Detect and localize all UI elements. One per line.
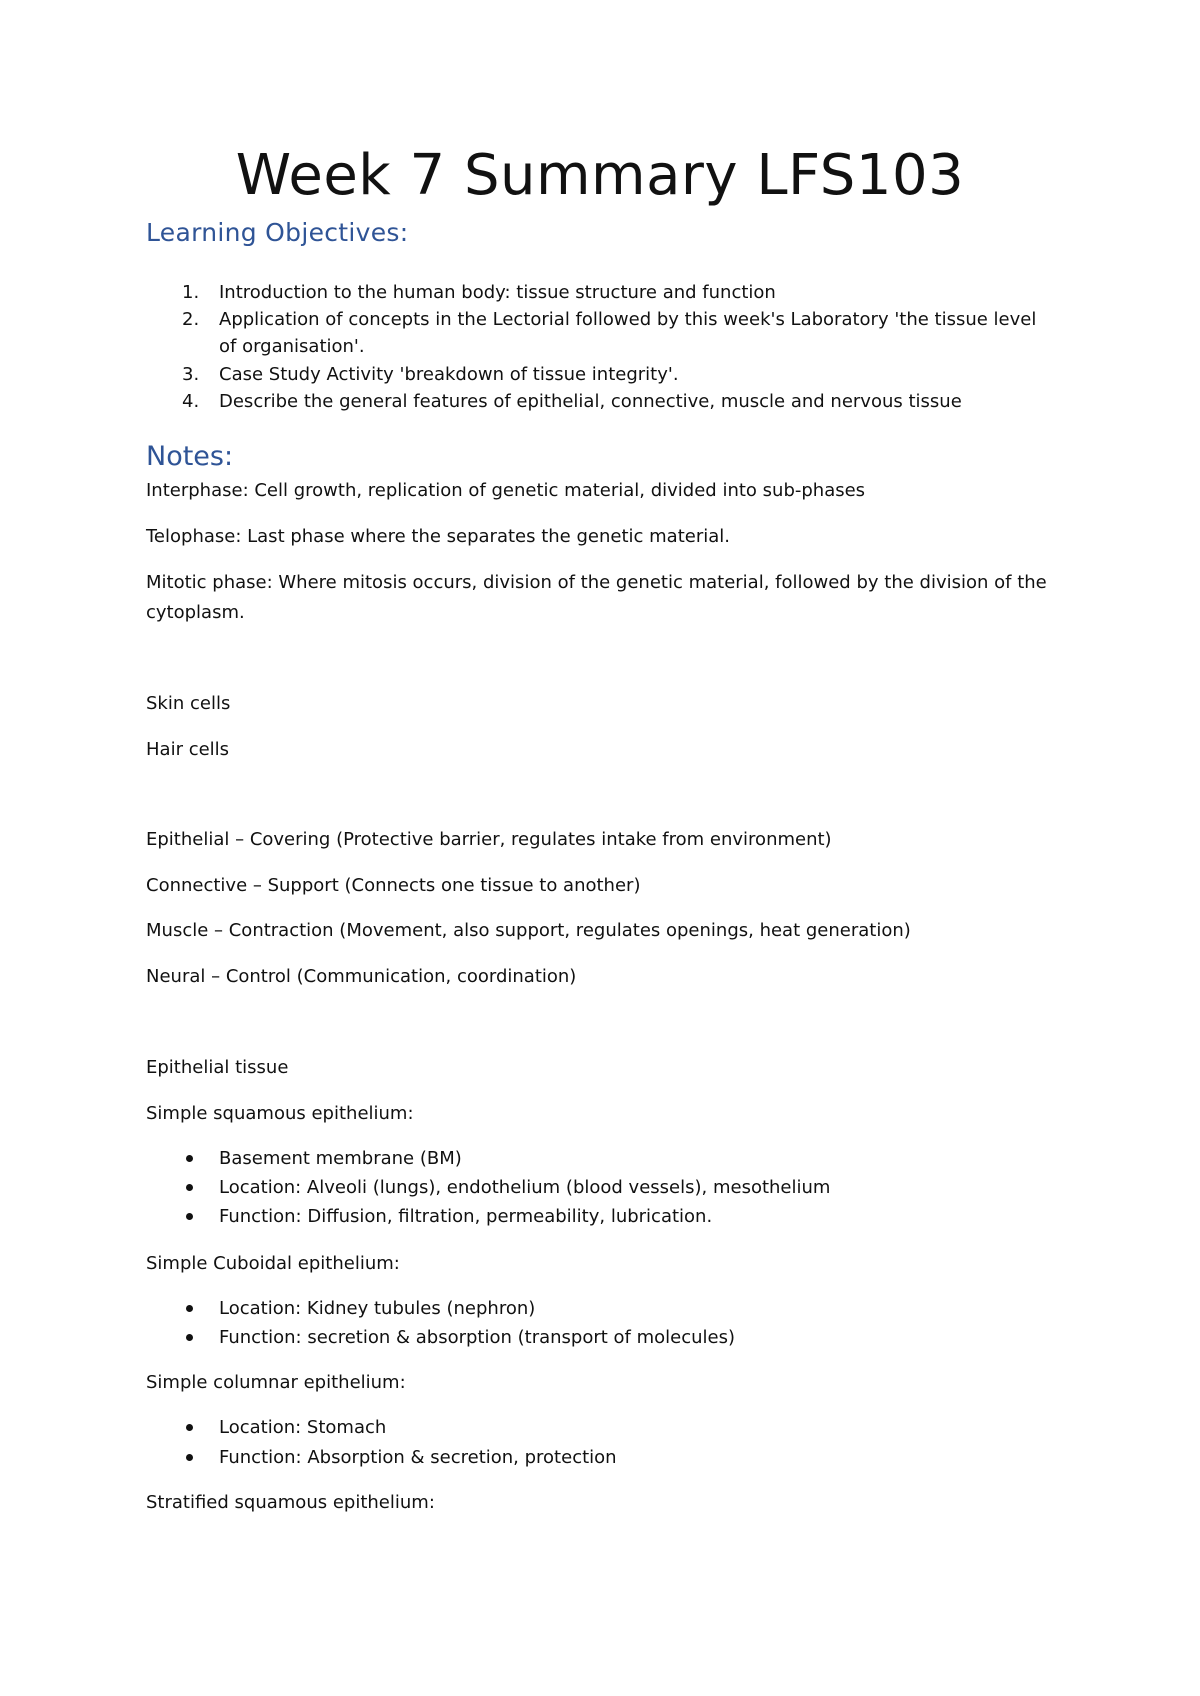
note-telophase: Telophase: Last phase where the separates the genetic material. <box>146 526 730 547</box>
stratified-squamous-heading: Stratified squamous epithelium: <box>146 1492 435 1513</box>
epithelial-heading: Epithelial tissue <box>146 1057 289 1078</box>
bullet-icon <box>186 1454 193 1461</box>
bullet-icon <box>186 1213 193 1220</box>
simple-cuboidal-heading: Simple Cuboidal epithelium: <box>146 1253 400 1274</box>
list-item: Location: Alveoli (lungs), endothelium (blood vessels), mesothelium <box>219 1177 831 1198</box>
simple-squamous-heading: Simple squamous epithelium: <box>146 1103 414 1124</box>
objective-text: Case Study Activity 'breakdown of tissue integrity'. <box>219 364 679 385</box>
tissue-type-neural: Neural – Control (Communication, coordination) <box>146 966 577 987</box>
bullet-icon <box>186 1155 193 1162</box>
notes-heading: Notes: <box>146 441 234 472</box>
page-title: Week 7 Summary LFS103 <box>235 143 965 208</box>
objective-number: 3. <box>182 364 200 385</box>
cell-item: Hair cells <box>146 739 230 760</box>
list-item: Location: Kidney tubules (nephron) <box>219 1298 536 1319</box>
objective-number: 2. <box>182 309 200 330</box>
list-item: Function: Absorption & secretion, protection <box>219 1447 617 1468</box>
bullet-icon <box>186 1184 193 1191</box>
bullet-icon <box>186 1305 193 1312</box>
objective-text: Introduction to the human body: tissue structure and function <box>219 282 776 303</box>
list-item: Basement membrane (BM) <box>219 1148 462 1169</box>
objective-number: 4. <box>182 391 200 412</box>
simple-columnar-heading: Simple columnar epithelium: <box>146 1372 406 1393</box>
note-interphase: Interphase: Cell growth, replication of genetic material, divided into sub-phases <box>146 480 866 501</box>
objective-number: 1. <box>182 282 200 303</box>
tissue-type-muscle: Muscle – Contraction (Movement, also support, regulates openings, heat generation) <box>146 920 911 941</box>
objective-text: Describe the general features of epithelial, connective, muscle and nervous tissue <box>219 391 962 412</box>
bullet-icon <box>186 1334 193 1341</box>
bullet-icon <box>186 1424 193 1431</box>
tissue-type-connective: Connective – Support (Connects one tissue to another) <box>146 875 641 896</box>
note-mitotic-phase: Mitotic phase: Where mitosis occurs, division of the genetic material, followed by the division of the cytoplasm. <box>146 572 1047 623</box>
learning-objectives-heading: Learning Objectives: <box>146 218 409 247</box>
list-item: Function: secretion & absorption (transport of molecules) <box>219 1327 735 1348</box>
objective-text: Application of concepts in the Lectorial followed by this week's Laboratory 'the tissue level of organisation'. <box>219 309 1037 357</box>
tissue-type-epithelial: Epithelial – Covering (Protective barrier, regulates intake from environment) <box>146 829 832 850</box>
list-item: Location: Stomach <box>219 1417 387 1438</box>
cell-item: Skin cells <box>146 693 231 714</box>
list-item: Function: Diffusion, filtration, permeability, lubrication. <box>219 1206 713 1227</box>
